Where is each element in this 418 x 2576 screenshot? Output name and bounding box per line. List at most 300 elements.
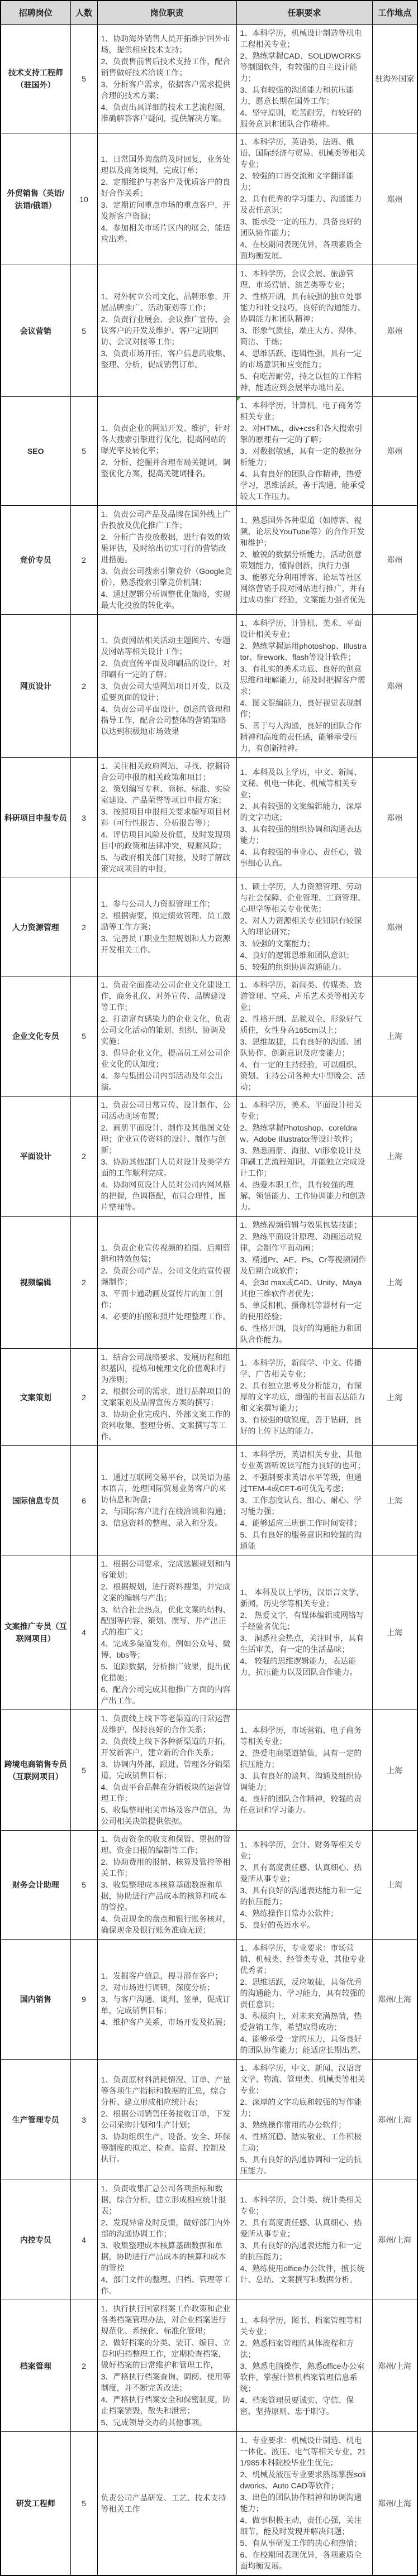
position-cell: 企业文化专员 <box>1 976 70 1097</box>
duty-item: 1、关注相关政府网站，寻找、挖掘符合公司申报的相关政策和项目； <box>101 762 231 782</box>
duty-item: 3、负责公司搜索引擎竞价（Google竞价），熟悉搜索引擎竞价机制； <box>101 567 232 587</box>
responsibilities-cell <box>97 976 236 1097</box>
requirements-cell <box>236 2300 372 2432</box>
duty-item: 1、执行执行国家档案工作政策和企业各类档案管理办法，对企业档案进行规范化、系统化、标准化管理； <box>101 2304 231 2335</box>
duty-item: 2、协助费用的报销、核算及管控等相关工作； <box>101 1857 231 1878</box>
duty-item: 1、根据公司要求，完成选题规划和内容策划； <box>101 1559 231 1579</box>
duty-item: 1、负责企业宣传视频的拍摄、后期剪辑和特效包装； <box>101 1243 231 1263</box>
requirement-item: 2、具有高度责任感、认真细心、热爱所从事专业； <box>240 2218 362 2238</box>
position-cell: 内控专员 <box>1 2180 70 2300</box>
requirement-item: 4、在校期间表现优异，各项素质全面均衡发展。 <box>240 240 362 260</box>
location-cell: 上海 <box>372 1710 417 1831</box>
location-cell: 郑州/上海 <box>372 2060 417 2180</box>
requirement-item: 4、能够承受一定的压力，具备良好的团队协作能力；能适应长期出差。 <box>240 2034 365 2055</box>
position-cell: 外贸销售（英语/法语/俄语） <box>1 133 70 265</box>
duty-item: 1、负责原材料消耗情况、订单、产量等各项生产指标和数据的汇总，综合分析、建立形成相应统计表； <box>101 2075 231 2106</box>
requirement-item: 3、具有良好的沟通表达能力和一定的抗压能力； <box>240 2241 362 2261</box>
location-cell: 郑州 <box>372 758 417 878</box>
requirement-item: 5、具有良好的沟通协调和一定的抗压能力。 <box>240 2155 362 2175</box>
duty-item: 1、发掘客户信息，搜寻潜在客户； <box>101 1971 223 1980</box>
table-row <box>1 1555 417 1710</box>
requirement-item: 2、熟练掌握Photoshop、coreldraw、Adobe Illustrator等设计软件； <box>240 1123 358 1143</box>
position-cell: 文案策划 <box>1 1349 70 1446</box>
requirement-item: 4、档案管理员要诚实、守信、保密、坚持原则、忠于职守。 <box>240 2395 354 2416</box>
responsibilities-cell <box>97 1940 236 2060</box>
table-row <box>1 2180 417 2300</box>
location-cell: 上海 <box>372 1349 417 1446</box>
requirement-item: 5、具有良好的服务意识和较强的沟通能 <box>240 1530 362 1550</box>
position-cell: 档案管理 <box>1 2300 70 2432</box>
requirements-cell <box>236 133 372 265</box>
position-cell: 国内销售 <box>1 1940 70 2060</box>
responsibilities-cell <box>97 1446 236 1555</box>
position-cell: 网页设计 <box>1 615 70 758</box>
requirement-item: 1、本科学历，新闻学、中文、传播学、广告相关专业； <box>240 1358 362 1378</box>
duty-item: 1、参与公司人力资源管理工作； <box>101 899 215 908</box>
duty-item: 3、倡导企业文化，提高员工对公司企业文化的认知度； <box>101 1048 231 1069</box>
table-row <box>1 758 417 878</box>
responsibilities-cell <box>97 265 236 397</box>
duty-item: 1、负责全面推动公司企业文化建设工作，商务礼仪、对外宣传、品牌建设等工作； <box>101 980 231 1012</box>
headcount-cell: 9 <box>70 1940 97 2060</box>
duty-item: 1、负责公司产品及品牌在国外线上广告投放及优化推广工作； <box>101 510 231 530</box>
requirements-cell <box>236 506 372 615</box>
table-row <box>1 1349 417 1446</box>
requirement-item: 3、有极强的敏锐度，善于钻研，良好的上传下达的能力。 <box>240 1415 362 1435</box>
headcount-cell: 5 <box>70 976 97 1097</box>
location-cell: 驻海外国家 <box>372 25 417 133</box>
requirement-item: 3、具有较强的组织协调和沟通表达能力； <box>240 824 362 845</box>
table-row <box>1 25 417 133</box>
requirements-cell <box>236 1217 372 1349</box>
requirement-item: 5、有从事研发工作的决心和热情； <box>240 2539 362 2548</box>
responsibilities-cell <box>97 397 236 506</box>
duty-item: 1、协助海外销售人员开拓维护国外市场，提供相应技术支持； <box>101 34 231 54</box>
requirement-item: 1、本科学历，机械设计制造等机电工程相关专业； <box>240 28 362 49</box>
requirements-cell <box>236 2432 372 2576</box>
headcount-cell: 2 <box>70 1097 97 1217</box>
duty-item: 3、协助其他部门人员对设计及美学方面的工作顺利完成。 <box>101 1157 231 1177</box>
headcount-cell: 10 <box>70 133 97 265</box>
requirement-item: 1、本科学历，图书、档案管理等相关专业； <box>240 2315 362 2336</box>
table-row <box>1 1097 417 1217</box>
responsibilities-cell <box>97 1217 236 1349</box>
duty-item: 2、对市场进行调研，深度分析； <box>101 1983 215 1992</box>
requirement-item: 2、对人力资源相关专业知识有较深入的理论研究； <box>240 916 362 936</box>
requirement-item: 1、本科学历，计算机、美术、平面设计相关专业； <box>240 619 362 639</box>
requirement-item: 2、对HTML，div+css和各大搜索引擎的原理有一定的了解； <box>240 424 363 444</box>
table-row <box>1 1831 417 1940</box>
requirements-cell <box>236 615 372 758</box>
duty-item: 3、协助企业完成内、外部文案工作的资料收集、整理分析、文案撰写等工作。 <box>101 1410 231 1441</box>
duty-item: 5、与政府相关部门对接，及时了解政策完成项目的申报。 <box>101 853 231 873</box>
duty-item: 4、负责平台品牌在分销板块的运营管理工作； <box>101 1783 231 1803</box>
duty-item: 2、根据公司的需求，进行品牌项目的文案策划及品牌宣传方案的撰写； <box>101 1387 231 1407</box>
requirements-cell <box>236 758 372 878</box>
requirement-item: 1、 本科及以上学历，汉语言文学，新闻，历史学等相关专业； <box>240 1588 364 1608</box>
duty-item: 2、打造富有感染力的企业文化，负责公司文化活动的策划、组织、协调及实施； <box>101 1014 231 1046</box>
requirement-item: 3、较强的文案能力； <box>240 939 315 948</box>
requirement-item: 2、熟练掌握运用photoshop、Illustrator、firework、flash等设计软件； <box>240 641 367 662</box>
duty-item: 4、负责出具详细的技术工艺流程图，准确解答客户疑问，提供解决方案。 <box>101 103 231 123</box>
responsibilities-cell <box>97 25 236 133</box>
requirements-cell <box>236 1446 372 1555</box>
header-row <box>1 1 417 25</box>
duty-item: 2、策划编写专利、商标、标准、实验室建设、产品荣誉等项目申报方案； <box>101 784 231 805</box>
duty-item: 1、负责收集汇总公司各项指标和数据，综合分析，建立形成相应统计报表； <box>101 2184 226 2215</box>
duty-item: 1、对外树立公司文化、品牌形象，开展品牌推广、活动策划等工作； <box>101 292 231 312</box>
duty-item: 2、与国际客户进行在线洽谈和沟通； <box>101 1507 231 1516</box>
requirements-cell <box>236 25 372 133</box>
headcount-cell: 4 <box>70 2180 97 2300</box>
requirement-item: 1、专业要求：机械设计制造、机电一体化、液压、电气等相关专业，211/985本科院校毕业生优先； <box>240 2436 367 2467</box>
requirements-cell <box>236 1710 372 1831</box>
headcount-cell: 2 <box>70 615 97 758</box>
location-cell: 郑州 <box>372 506 417 615</box>
requirements-cell <box>236 1349 372 1446</box>
requirement-item: 1、本科学历，新闻类、传媒类、旅游管理、空乘、声乐艺术类等相关专业； <box>240 980 365 1012</box>
requirements-cell <box>236 1555 372 1710</box>
duty-item: 3、协调内外部，跟进、管理各分销渠道，完成销售目标； <box>101 1760 231 1780</box>
requirement-item: 4、 较强的思维逻辑能力，表达能力，抗压能力以及团队合作能力。 <box>240 1656 358 1677</box>
requirement-item: 1、本科学历，专业要求：市场营销、机械类、经管类专业，其他专业优秀者； <box>240 1943 365 1975</box>
requirement-item: 2、具有高度责任感、认真细心、热爱所从事专业； <box>240 1862 362 1883</box>
requirement-item: 3、具有良好的沟通表达能力和一定的抗压能力； <box>240 1885 362 1906</box>
duty-item: 5、完成领导交办的其他事项。 <box>101 2418 207 2427</box>
requirement-item: 1、本科学历，中文、新闻、汉语言文学、物流、管理类、机械类等相关专业； <box>240 2063 365 2095</box>
requirement-item: 2、熟练平面设计原理、动画运动规律，会制作平面动画； <box>240 1232 362 1252</box>
responsibilities-cell <box>97 1349 236 1446</box>
responsibilities-cell <box>97 1097 236 1217</box>
requirement-item: 2、热爱电商渠道销售，具有一定的抗压能力； <box>240 1748 362 1769</box>
duty-item: 2、负责售前售后技术支持工作，配合销售做好技术洽谈工作； <box>101 57 231 77</box>
requirement-item: 1、本科学历，市场营销、电子商务等相关专业； <box>240 1725 362 1746</box>
location-cell: 郑州 <box>372 265 417 397</box>
requirement-item: 2、具有较强的文案编辑能力，深厚的文字功底； <box>240 801 362 822</box>
location-cell: 上海 <box>372 1831 417 1940</box>
duty-item: 2、根据规划，进行资料搜集，并完成文案的编辑与产出； <box>101 1582 231 1602</box>
headcount-cell: 5 <box>70 397 97 506</box>
requirement-item: 1、本科学历，美术、平面设计相关专业； <box>240 1100 362 1121</box>
duty-item: 2、负责线上线下各种新渠道的开拓，开发新客户，建立新的合作关系； <box>101 1737 231 1757</box>
duty-item: 3、负责公司大型网站项目开发，以及重要页面的设计； <box>101 681 231 702</box>
duty-item: 2、负责宣传平面及印刷品的设计，对印刷有一定的了解； <box>101 658 231 679</box>
requirement-item: 2、熟悉档案管理的具体流程和方法； <box>240 2338 354 2359</box>
position-cell: 会议营销 <box>1 265 70 397</box>
duty-item: 3、严格执行档案查询、调阅、使用等制度，并不断完善改进； <box>101 2372 231 2392</box>
duty-item: 2、画册平面设计、制作及其他图文处理；企业宣传资料的设计、制作与创新； <box>101 1123 231 1155</box>
location-cell: 郑州/上海 <box>372 1940 417 2060</box>
requirement-item: 1、本科学历，会议会展、旅游管理、市场营销、演艺类等专业； <box>240 269 354 289</box>
excel-green-corner-marker <box>237 397 241 401</box>
requirement-item: 5、较强的组织协调沟通能力。 <box>240 963 346 971</box>
table-row <box>1 1940 417 2060</box>
requirement-item: 2、性格开朗，具有较强的独立处事能力和社交技巧，良好的沟通能力、协调能力和团队精神； <box>240 292 365 323</box>
position-cell: 技术支持工程师（驻国外） <box>1 25 70 133</box>
duty-item: 3、收集整理成本核算基础数据和单据，协助进行产品成本的核算和成本的管控 <box>101 2241 226 2272</box>
headcount-cell: 2 <box>70 506 97 615</box>
location-cell: 上海 <box>372 1555 417 1710</box>
table-row <box>1 506 417 615</box>
location-cell: 上海 <box>372 1097 417 1217</box>
requirement-item: 1、本科学历，英语相关专业，其他专业英语听说读写能力良好的也可； <box>240 1450 365 1470</box>
duty-item: 3、收集整理成本核算基础数据和单据，协助进行产品成本的核算和成本的管控。 <box>101 1880 226 1912</box>
requirement-item: 2、不强制要求英语水平等级，但通过TEM-4或CET-6可优先考虑； <box>240 1473 362 1493</box>
requirement-item: 4、良好的团队合作精神，较强的责任意识和学习能力。 <box>240 1794 362 1814</box>
requirement-item: 3、思维敏捷，具有良好的沟通、团队协作、创新意识及应变能力； <box>240 1037 362 1057</box>
duty-item: 1、负责线上线下等老渠道的日常运营及维护，保持良好的合作关系； <box>101 1714 231 1734</box>
requirement-item: 4、良好的逻辑思维和团队意识； <box>240 951 354 960</box>
duty-item: 负责公司产品研发、工艺、技术支持等相关工作 <box>101 2493 226 2513</box>
responsibilities-cell <box>97 2180 236 2300</box>
duty-item: 4、完成多渠道发布，例如公众号、微博、bbs等； <box>101 1639 231 1659</box>
requirement-item: 5、善于与人沟通，良好的团队合作精神和高度的责任感，能够承受压力，有创新精神。 <box>240 721 362 753</box>
position-cell: 国际信息专员 <box>1 1446 70 1555</box>
duty-item: 3、平面卡通动画及宣传片的加工创作； <box>101 1289 223 1309</box>
requirement-item: 5、良好的英语水平。 <box>240 1920 315 1929</box>
requirement-item: 2、深厚的文字功底和较强的写作能力； <box>240 2098 362 2118</box>
requirement-item: 3、 洞悉社会热点，关注时事，具有生活审美，有一定的生活品味； <box>240 1634 364 1654</box>
headcount-cell: 5 <box>70 1710 97 1831</box>
duty-item: 1、通过互联网交易平台，以英语为基本语言，处理国际贸易业务客户的来访信息和询盘； <box>101 1473 231 1504</box>
headcount-cell: 2 <box>70 1217 97 1349</box>
duty-item: 2、定期维护与老客户及优质客户的良好合作关系； <box>101 177 231 198</box>
requirement-item: 4、熟练操作日常办公软件； <box>240 1908 339 1918</box>
requirement-item: 6、在校期间表现优异，各项素质全面均衡发展。 <box>240 2550 362 2570</box>
requirement-item: 4、具有较强的事业心、责任心，做事细心认真。 <box>240 847 362 868</box>
duty-item: 5、收集整理相关市场及客户信息，为公司相关决策提供依据。 <box>101 1806 231 1826</box>
requirement-item: 5、单反相机、摄像机等器材有一定的使用经验； <box>240 1301 362 1321</box>
requirements-cell <box>236 2180 372 2300</box>
headcount-cell: 2 <box>70 1349 97 1446</box>
requirement-item: 4、做事积极主动，责任心强，关注细节，能及时发现并解决问题； <box>240 2516 362 2536</box>
headcount-cell: 3 <box>70 2060 97 2180</box>
table-row <box>1 1217 417 1349</box>
header-responsibilities: 岗位职责 <box>97 1 236 25</box>
position-cell: SEO <box>1 397 70 506</box>
position-cell: 竞价专员 <box>1 506 70 615</box>
duty-item: 1、负责网站相关活动主题图片、专题及网站等相关设计工作； <box>101 635 231 656</box>
headcount-cell: 2 <box>70 2300 97 2432</box>
location-cell: 上海 <box>372 1217 417 1349</box>
requirement-item: 4、会3d max或C4D、Unity、Maya其他三维软件者优先； <box>240 1278 362 1298</box>
requirements-cell <box>236 1831 372 1940</box>
headcount-cell: 5 <box>70 25 97 133</box>
responsibilities-cell <box>97 1831 236 1940</box>
requirements-cell <box>236 397 372 506</box>
headcount-cell: 5 <box>70 1831 97 1940</box>
requirement-item: 3、对数据敏感，具有一定的数据分析能力； <box>240 447 362 467</box>
requirements-cell <box>236 265 372 397</box>
responsibilities-cell <box>97 506 236 615</box>
duty-item: 5、追踪数据，分析推广效果，提出优化措施； <box>101 1662 231 1682</box>
table-row <box>1 615 417 758</box>
position-cell: 人力资源管理 <box>1 878 70 976</box>
requirement-item: 1、本科学历，计算机，电子商务等相关专业； <box>240 401 362 421</box>
duty-item: 3、协助组织生产、设备、安全、环保等制度的拟定、检查、监督、控制及执行。 <box>101 2132 231 2163</box>
location-cell: 郑州 <box>372 878 417 976</box>
table-row <box>1 2432 417 2576</box>
requirements-cell <box>236 1940 372 2060</box>
duty-item: 3、与客户沟通、谈判、签单，促成订单，完成销售目标； <box>101 1995 231 2015</box>
requirement-item: 3、精通Pr、AE、Ps、Cr等视频制作及后期合成软件； <box>240 1255 367 1275</box>
location-cell: 郑州 <box>372 615 417 758</box>
requirement-item: 2、熟练掌握CAD、SOLIDWORKS等制图软件，有较强的自主设计能力； <box>240 51 361 83</box>
responsibilities-cell <box>97 1710 236 1831</box>
location-cell: 郑州/上海 <box>372 2432 417 2576</box>
duty-item: 4、参加相关市场片区内的展会，能适应出差。 <box>101 223 231 243</box>
table-row <box>1 2060 417 2180</box>
duty-item: 2、分析广告投放数据，进行有效的效果评估，及时给出切实可行的营销改进措施。 <box>101 533 231 564</box>
duty-item: 2、分析、挖掘并合理布局关键词，调整优化方案，提高关键词排名。 <box>101 458 231 478</box>
requirement-item: 4、图文混编能力，良好视觉表现制作； <box>240 698 362 719</box>
table-row <box>1 133 417 265</box>
requirement-item: 1、本科学历，会计类、统计类相关专业； <box>240 2195 362 2215</box>
duty-item: 6、配合公司完成其他推广方面的内容产出工作。 <box>101 1685 231 1705</box>
duty-item: 2、做好档案的分类、装订、编目、立卷和归档整理工作，定期检查档案，做好档案的日常维护和管理工作， <box>101 2338 231 2369</box>
responsibilities-cell <box>97 2432 236 2576</box>
duty-item: 1、负责公司日常宣传、设计制作、公司活动现场布置； <box>101 1100 231 1121</box>
duty-item: 4、必要的拍照和照片处理整理工作。 <box>101 1312 231 1321</box>
table-row <box>1 265 417 397</box>
requirement-item: 4、热爱本职工作，具有较强的理解、领悟能力、工作协调能力和创造力。 <box>240 1180 365 1212</box>
header-count: 人数 <box>70 1 97 25</box>
position-cell: 财务会计助理 <box>1 1831 70 1940</box>
requirement-item: 2、较强的口语交流和文字翻译能力； <box>240 171 354 191</box>
requirement-item: 4、熟练使用office办公软件，擅长统计、总结、文案撰写和数据分析。 <box>240 2264 365 2284</box>
table-row <box>1 2300 417 2432</box>
requirement-item: 3、能够充分利用博客、论坛等社区网络营销手段对网站进行推广，并有过成功推广经验，文案能力强者优先 <box>240 572 365 604</box>
requirement-item: 2、性格开朗、品貌双全、形象好气质佳，女性身高165cm以上； <box>240 1014 362 1035</box>
duty-item: 4、严格执行档案安全和保密制度，防止档案销毁，散失和泄密； <box>101 2395 231 2415</box>
responsibilities-cell <box>97 758 236 878</box>
position-cell: 平面设计 <box>1 1097 70 1217</box>
headcount-cell: 5 <box>70 2432 97 2576</box>
headcount-cell: 4 <box>70 1555 97 1710</box>
duty-item: 4、评估项目风险及价值，及时发现项目中的政策和法律冲突，规避风险； <box>101 830 231 850</box>
requirement-item: 3、熟悉电脑操作，熟悉office办公室软件，掌握计算机档案管理信息系统； <box>240 2361 365 2393</box>
table-row <box>1 878 417 976</box>
responsibilities-cell <box>97 133 236 265</box>
duty-item: 3、负责市场开拓，客户信息的收集、整理、分析，促成销售订单。 <box>101 349 231 369</box>
requirements-cell <box>236 1097 372 1217</box>
requirement-item: 5、有吃苦耐劳，持之以恒的工作精神，能适应到会展举办地出差。 <box>240 372 362 392</box>
duty-item: 1、结合公司战略要求、发展历程和组织基因，提炼和梳理文化价值观和行为准则； <box>101 1353 231 1384</box>
requirements-cell <box>236 976 372 1097</box>
position-cell: 研发工程师 <box>1 2432 70 2576</box>
duty-item: 1、负责资金的收支和保管、票据的管理、资金日报的编制等工作； <box>101 1835 231 1855</box>
requirement-item: 3、出色的团队协作精神和协调沟通能力； <box>240 2493 362 2513</box>
position-cell: 科研项目申报专员 <box>1 758 70 878</box>
table-row <box>1 397 417 506</box>
requirement-item: 3、具有较强的沟通能力和抗压能力，愿意长期在国外工作； <box>240 85 354 106</box>
headcount-cell: 2 <box>70 878 97 976</box>
requirement-item: 4、能够适应三班倒工作时间安排； <box>240 1519 362 1528</box>
requirement-item: 2、思维活跃，反应敏捷，具备优秀的沟通能力、学习能力，具有较强的责任意识； <box>240 1978 365 2009</box>
duty-item: 4、参与集团公司内部活动及年会出演。 <box>101 1071 223 1091</box>
requirement-item: 3、熟悉画册、海报、VI形象设计及印刷工艺流程知识，并能独立完成设计工作； <box>240 1146 365 1177</box>
position-cell: 视频编辑 <box>1 1217 70 1349</box>
requirement-item: 1、熟悉国外各种渠道（如博客、视频、论坛及YouTube等）的合作开发和维护； <box>240 515 365 547</box>
location-cell: 上海 <box>372 976 417 1097</box>
requirement-item: 4、具有良好的团队合作精神，热爱学习，思维活跃，善于沟通，能承受较大工作压力。 <box>240 470 365 501</box>
requirement-item: 3、熟练操作常用的办公软件； <box>240 2120 346 2129</box>
requirement-item: 3、积极向上，对未来充满热情，热爱营销工作，希望取得成功； <box>240 2012 362 2032</box>
duty-item: 2、根据需要，拟定绩效管理、员工激励等工作方案； <box>101 911 231 931</box>
header-requirements: 任职要求 <box>236 1 372 25</box>
requirement-item: 3、有扎实的美术功底、良好的创意思维和理解能力，能及时把握客户需求； <box>240 664 365 696</box>
duty-item: 4、通过逻辑分析调整优化策略，实现最大化投放的转化率。 <box>101 590 231 610</box>
requirement-item: 2、具有优秀的学习能力、沟通能力及责任意识； <box>240 194 362 214</box>
requirement-item: 3、形象气质佳，端庄大方、得体，简洁、干练； <box>240 326 362 346</box>
requirement-item: 3、具有良好的谈判、沟通及组织协调能力； <box>240 1771 362 1792</box>
duty-item: 3、分析客户需求，依据客户需求提供合理的技术方案； <box>101 80 231 100</box>
duty-item: 2、根据公司销售任务接收订单，下发公司采购计划和生产计划； <box>101 2109 231 2129</box>
responsibilities-cell <box>97 2060 236 2180</box>
duty-item: 1、负责企业的网站开发、维护，针对各大搜索引擎进行优化，提高网站的曝光率及转化率； <box>101 424 231 455</box>
location-cell: 上海 <box>372 1446 417 1555</box>
duty-item: 3、完善员工职业生涯规划和人力资源开发相关工作。 <box>101 934 231 954</box>
duty-item: 2、发现异常及时反馈，做好部门内外部的沟通协调工作； <box>101 2218 231 2238</box>
requirement-item: 4、有一定的主持经验，可以组织、策划、主持公司各种大中型晚会、活动； <box>240 1060 365 1091</box>
duty-item: 4、负责现金的盘点和银行账务核对，确保现金及银行账务准确无误； <box>101 1914 231 1935</box>
headcount-cell: 6 <box>70 1446 97 1555</box>
requirement-item: 4、坚守原则，吃苦耐劳，有较好的服务意识和团队合作精神。 <box>240 108 362 128</box>
requirement-item: 1、本科及以上学历，中文、新闻、文秘、机电一体化、机械等相关专业； <box>240 767 362 799</box>
duty-item: 2、负责行业展会、会议推广宣传、会议客户的开发及维护、客户定期回访、会议对接等工作； <box>101 315 231 346</box>
responsibilities-cell <box>97 615 236 758</box>
location-cell: 郑州 <box>372 133 417 265</box>
headcount-cell: 3 <box>70 758 97 878</box>
duty-item: 3、信息资料的整理、录入和分发。 <box>101 1519 223 1528</box>
duty-item: 1、日常国外询盘的及时回复，业务处理以及商务谈判，完成订单； <box>101 154 231 175</box>
duty-item: 3、结合社会热点，优化文案的结构、配图等内容，策划、撰写、并产出正式的推广文； <box>101 1605 231 1636</box>
table-row <box>1 1446 417 1555</box>
position-cell: 跨境电商销售专员（互联网项目） <box>1 1710 70 1831</box>
position-cell: 生产管理专员 <box>1 2060 70 2180</box>
duty-item: 4、协助网页设计人员对公司内网风格的把握，色调搭配，布局合理性，图片整理等。 <box>101 1180 231 1212</box>
requirement-item: 2、具有独立思考及分析能力，有深厚的文字功底，超强的书面表达能力和文案撰写能力； <box>240 1381 365 1413</box>
requirement-item: 4、性格沉稳、踏实敬业、工作积极主动； <box>240 2132 362 2152</box>
requirement-item: 2、机械及液压专业要求熟练掌握solidworks、Auto CAD等软件； <box>240 2470 366 2490</box>
header-location: 工作地点 <box>372 1 417 25</box>
requirement-item: 1、硕士学历，人力资源管理、劳动与社会保障、企业管理、工商管理、心理学等相关专业优先； <box>240 882 365 913</box>
duty-item: 3、定期访问重点市场的重点客户，开发新客户资源； <box>101 200 231 221</box>
location-cell: 郑州/上海 <box>372 2180 417 2300</box>
requirement-item: 4、思维活跃、逻辑性强，具有一定的市场意识和应变能力； <box>240 349 362 369</box>
responsibilities-cell <box>97 878 236 976</box>
location-cell: 郑州 <box>372 397 417 506</box>
table-body <box>1 25 417 2576</box>
headcount-cell: 5 <box>70 265 97 397</box>
table-row <box>1 976 417 1097</box>
responsibilities-cell <box>97 2300 236 2432</box>
requirement-item: 2、敏锐的数据分析能力，活动创意策划能力，懂得创新，执行力强 <box>240 549 362 570</box>
duty-item: 4、维护客户关系，市场开发及拓展； <box>101 2018 231 2027</box>
duty-item: 4、部门文件的整理、归档、管理等工作。 <box>101 2275 231 2295</box>
requirement-item: 2、 热爱文字，有媒体编辑或网络写手经验者优先； <box>240 1611 364 1631</box>
requirements-cell <box>236 878 372 976</box>
table-row <box>1 1710 417 1831</box>
location-cell: 郑州/上海 <box>372 2300 417 2432</box>
requirements-cell <box>236 2060 372 2180</box>
header-position: 招聘岗位 <box>1 1 70 25</box>
duty-item: 4、负责公司平面设计、创意的管理和指导工作，配合公司整体的营销策略以达到积极地市场效果 <box>101 704 231 736</box>
requirement-item: 1、本科学历，英语类、法语、俄语、国际经济与贸易、机械类等相关专业； <box>240 137 365 169</box>
duty-item: 2、负责公司产品、公司文化的宣传视频制作； <box>101 1266 231 1286</box>
requirement-item: 3、工作态度认真、细心、耐心、学习能力强； <box>240 1496 362 1516</box>
requirement-item: 1、熟练视频剪辑与效果包装技能； <box>240 1220 362 1229</box>
